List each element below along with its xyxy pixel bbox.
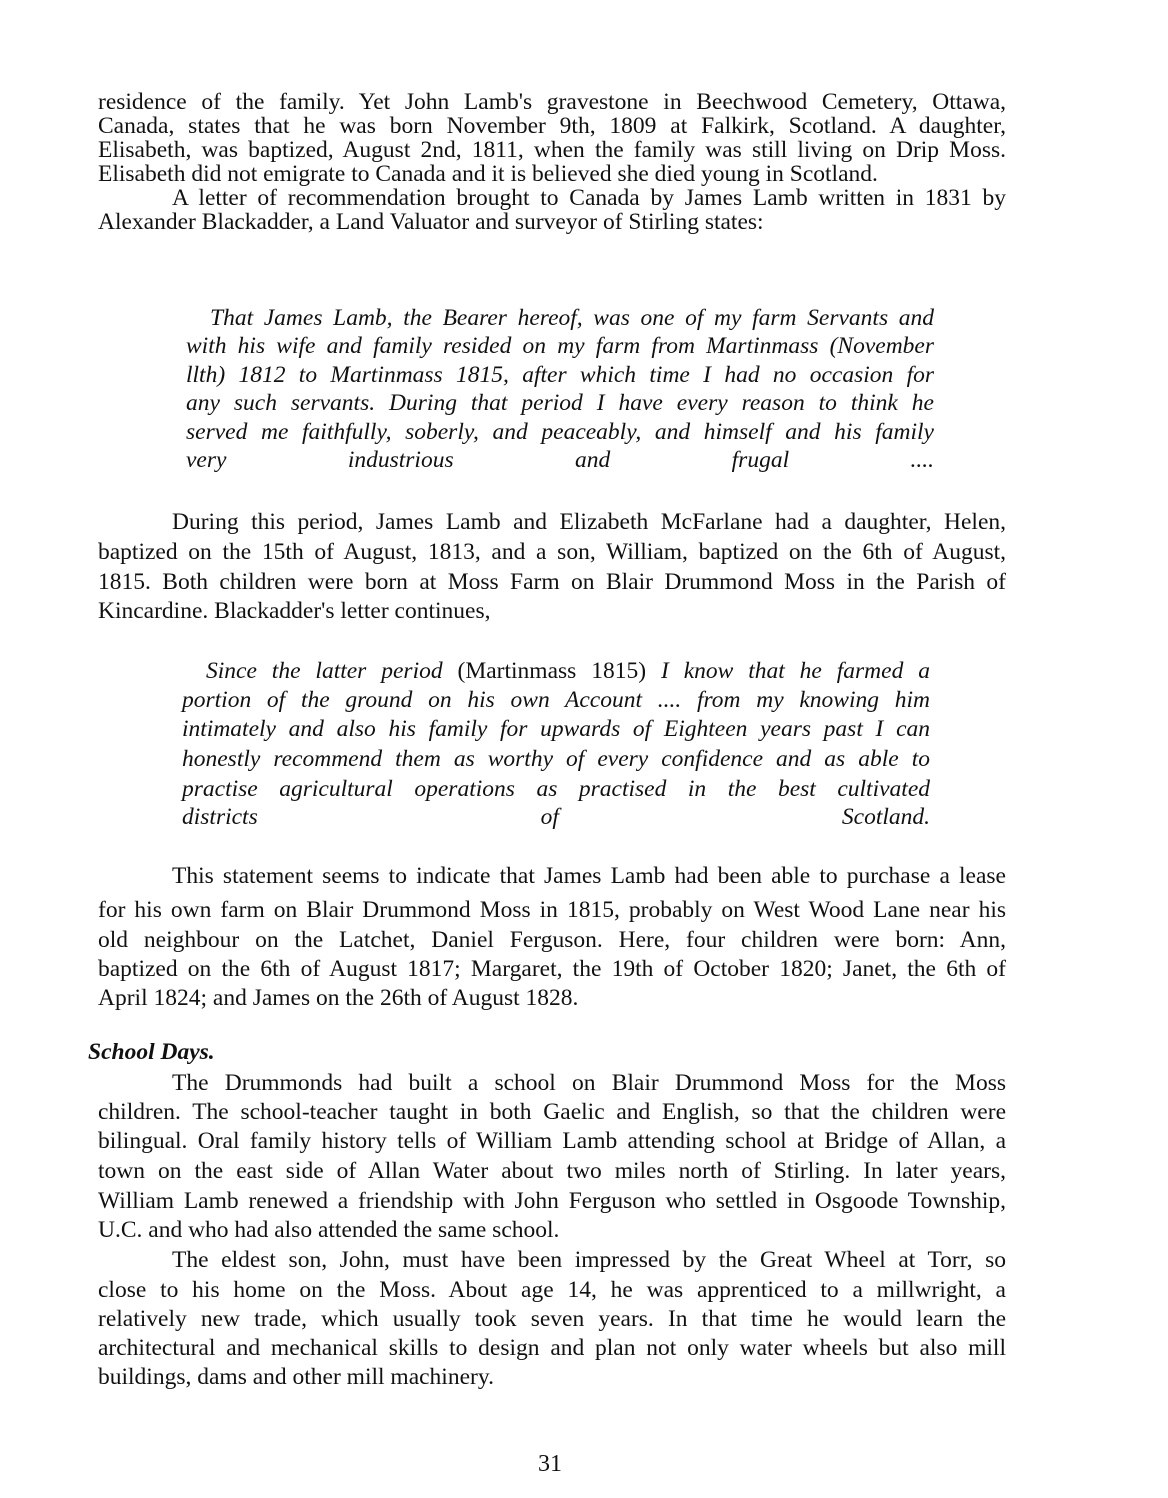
paragraph-line: relatively new trade, which usually took seven years. In that time he would learn the <box>98 1306 1006 1332</box>
paragraph-line: The Drummonds had built a school on Blair Drummond Moss for the Moss <box>172 1070 1006 1096</box>
paragraph-line: Elisabeth, was baptized, August 2nd, 1811, when the family was still living on Drip Moss. <box>98 137 1006 163</box>
quote-line: any such servants. During that period I have every reason to think he <box>186 390 934 416</box>
quote-line: served me faithfully, soberly, and peaceably, and himself and his family <box>186 419 934 445</box>
paragraph-line: old neighbour on the Latchet, Daniel Ferguson. Here, four children were born: Ann, <box>98 927 1006 953</box>
paragraph-line: town on the east side of Allan Water about two miles north of Stirling. In later years, <box>98 1158 1006 1184</box>
paragraph-line: close to his home on the Moss. About age 14, he was apprenticed to a millwright, a <box>98 1277 1006 1303</box>
quote-line: very industrious and frugal .... <box>186 447 934 473</box>
paragraph-line: architectural and mechanical skills to design and plan not only water wheels but also mill <box>98 1335 1006 1361</box>
paragraph-line: 1815. Both children were born at Moss Farm on Blair Drummond Moss in the Parish of <box>98 569 1006 595</box>
quote-line: districts of Scotland. <box>182 804 930 830</box>
quote-upright-text: (Martinmass 1815) <box>457 658 647 684</box>
section-heading: School Days. <box>88 1039 215 1065</box>
paragraph-line: April 1824; and James on the 26th of August 1828. <box>98 985 579 1011</box>
paragraph-line: baptized on the 6th of August 1817; Margaret, the 19th of October 1820; Janet, the 6th of <box>98 956 1006 982</box>
quote-line <box>206 657 930 685</box>
paragraph-line: U.C. and who had also attended the same school. <box>98 1217 560 1243</box>
paragraph-line: residence of the family. Yet John Lamb's gravestone in Beechwood Cemetery, Ottawa, <box>98 89 1006 115</box>
quote-text: Since the latter period <box>206 658 458 684</box>
quote-line: practise agricultural operations as practised in the best cultivated <box>182 776 930 802</box>
quote-line: honestly recommend them as worthy of every confidence and as able to <box>182 746 930 772</box>
paragraph-line: buildings, dams and other mill machinery. <box>98 1364 494 1390</box>
paragraph-line: Elisabeth did not emigrate to Canada and it is believed she died young in Scotland. <box>98 161 878 187</box>
paragraph-line: for his own farm on Blair Drummond Moss in 1815, probably on West Wood Lane near his <box>98 897 1006 923</box>
quote-line: llth) 1812 to Martinmass 1815, after which time I had no occasion for <box>186 362 934 388</box>
quote-line: with his wife and family resided on my farm from Martinmass (November <box>186 333 934 359</box>
paragraph-line: The eldest son, John, must have been impressed by the Great Wheel at Torr, so <box>172 1247 1006 1273</box>
paragraph-line: Kincardine. Blackadder's letter continues, <box>98 598 491 624</box>
paragraph-line: This statement seems to indicate that James Lamb had been able to purchase a lease <box>172 863 1006 889</box>
paragraph-line: William Lamb renewed a friendship with John Ferguson who settled in Osgoode Township, <box>98 1188 1006 1214</box>
page-number: 31 <box>538 1451 562 1477</box>
quote-line: portion of the ground on his own Account .... from my knowing him <box>182 687 930 713</box>
quote-text: I know that he farmed a <box>646 658 930 684</box>
paragraph-line: bilingual. Oral family history tells of William Lamb attending school at Bridge of Allan, a <box>98 1128 1006 1154</box>
paragraph-line: During this period, James Lamb and Elizabeth McFarlane had a daughter, Helen, <box>172 509 1006 535</box>
paragraph-line: children. The school-teacher taught in both Gaelic and English, so that the children were <box>98 1099 1006 1125</box>
paragraph-line: A letter of recommendation brought to Canada by James Lamb written in 1831 by <box>172 185 1006 211</box>
paragraph-line: baptized on the 15th of August, 1813, and a son, William, baptized on the 6th of August, <box>98 539 1006 565</box>
paragraph-line: Canada, states that he was born November 9th, 1809 at Falkirk, Scotland. A daughter, <box>98 113 1006 139</box>
paragraph-line: Alexander Blackadder, a Land Valuator and surveyor of Stirling states: <box>98 209 764 235</box>
quote-line: intimately and also his family for upwards of Eighteen years past I can <box>182 716 930 742</box>
quote-line: That James Lamb, the Bearer hereof, was one of my farm Servants and <box>210 305 934 331</box>
